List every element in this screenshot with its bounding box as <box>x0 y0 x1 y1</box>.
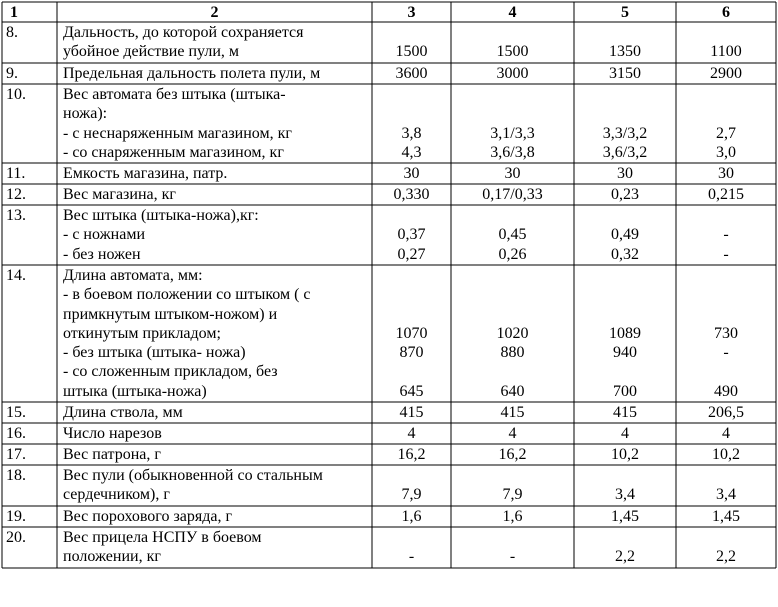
header-cell-2: 2 <box>210 3 219 21</box>
row-label: - с ножнами <box>63 226 145 244</box>
value-cell: 1100 <box>710 43 742 61</box>
value-cell: 1,45 <box>611 508 639 525</box>
row-label: - с неснаряженным магазином, кг <box>63 124 292 142</box>
value-cell: 2,7 <box>716 124 736 142</box>
row-number: 14. <box>6 267 26 284</box>
value-cell: 3,3/3,2 <box>602 124 648 142</box>
value-cell: 3,6/3,2 <box>602 143 648 161</box>
row-number: 15. <box>6 404 26 421</box>
value-cell: 30 <box>403 165 420 182</box>
value-cell: 1089 <box>609 324 641 342</box>
row-label: Вес магазина, кг <box>63 186 176 203</box>
value-cell: 3150 <box>609 65 641 82</box>
value-cell: - <box>723 344 729 361</box>
value-cell: 3,6/3,8 <box>490 143 535 161</box>
value-cell: 700 <box>613 382 637 400</box>
value-cell: 1500 <box>395 43 428 61</box>
value-cell: 880 <box>500 344 525 361</box>
row-label: Вес порохового заряда, г <box>63 508 233 525</box>
value-cell: 30 <box>504 165 521 182</box>
row-number: 18. <box>6 467 26 484</box>
value-cell: 2,2 <box>615 548 635 566</box>
value-cell: 3,0 <box>716 143 736 161</box>
value-cell: 640 <box>500 382 525 400</box>
value-cell: 3,4 <box>615 486 635 504</box>
value-cell: 16,2 <box>498 446 527 463</box>
value-cell: 870 <box>399 344 424 361</box>
value-cell: 4,3 <box>401 143 422 161</box>
row-label: Вес патрона, г <box>63 446 161 463</box>
value-cell: 1020 <box>496 324 529 342</box>
row-label: примкнутым штыком-ножом) и <box>63 305 278 323</box>
value-cell: 7,9 <box>502 486 523 504</box>
value-cell: 2900 <box>710 65 742 82</box>
value-cell: - <box>723 226 729 244</box>
value-cell: 0,32 <box>611 245 639 263</box>
value-cell: 730 <box>714 324 738 342</box>
value-cell: 0,26 <box>498 245 527 263</box>
value-cell: 0,45 <box>498 226 527 244</box>
row-label: Вес автомата без штыка (штыка- <box>63 86 286 103</box>
value-cell: 3,1/3,3 <box>490 124 535 142</box>
value-cell: 0,37 <box>397 226 426 244</box>
row-number: 8. <box>6 24 18 41</box>
row-number: 9. <box>6 65 18 82</box>
value-cell: 10,2 <box>611 446 639 463</box>
value-cell: 4 <box>621 425 629 442</box>
value-cell: 30 <box>718 165 734 182</box>
value-cell: 7,9 <box>401 486 422 504</box>
row-number: 10. <box>6 86 26 103</box>
row-label: Дальность, до которой сохраняется <box>63 24 304 41</box>
value-cell: 1070 <box>395 324 428 342</box>
row-label: - со снаряженным магазином, кг <box>63 143 284 161</box>
value-cell: 1,45 <box>712 508 740 525</box>
header-cell-3: 3 <box>407 3 416 21</box>
value-cell: 1500 <box>496 43 529 61</box>
row-label: Число нарезов <box>63 425 162 442</box>
row-label: Вес прицела НСПУ в боевом <box>63 529 262 546</box>
row-label: - без штыка (штыка- ножа) <box>63 344 246 361</box>
value-cell: 1350 <box>609 43 641 61</box>
value-cell: 0,17/0,33 <box>482 186 543 203</box>
row-label: ножа): <box>63 105 108 123</box>
value-cell: 0,215 <box>708 186 744 203</box>
value-cell: 940 <box>613 344 637 361</box>
value-cell: 645 <box>399 382 424 400</box>
value-cell: 0,49 <box>611 226 639 244</box>
row-label: сердечником), г <box>63 486 170 504</box>
row-label: Длина автомата, мм: <box>63 267 203 284</box>
value-cell: 490 <box>714 382 738 400</box>
value-cell: 3,4 <box>716 486 736 504</box>
row-label: Емкость магазина, патр. <box>63 165 228 182</box>
value-cell: 415 <box>399 404 424 421</box>
row-number: 11. <box>6 165 26 182</box>
row-number: 12. <box>6 186 26 203</box>
value-cell: 1,6 <box>401 508 422 525</box>
row-number: 16. <box>6 425 26 442</box>
value-cell: 10,2 <box>712 446 740 463</box>
value-cell: 0,27 <box>397 245 426 263</box>
row-number: 13. <box>6 207 26 224</box>
value-cell: 1,6 <box>502 508 523 525</box>
value-cell: 2,2 <box>716 548 736 566</box>
header-cell-6: 6 <box>722 3 730 21</box>
value-cell: 30 <box>617 165 633 182</box>
value-cell: 16,2 <box>397 446 426 463</box>
value-cell: 206,5 <box>708 404 744 421</box>
value-cell: 415 <box>613 404 637 421</box>
row-label: Вес пули (обыкновенной со стальным <box>63 467 323 484</box>
value-cell: 415 <box>500 404 525 421</box>
value-cell: 4 <box>407 425 416 442</box>
value-cell: 4 <box>722 425 730 442</box>
row-label: штыка (штыка-ножа) <box>63 382 207 400</box>
row-label: положении, кг <box>63 548 161 566</box>
value-cell: - <box>509 548 516 566</box>
header-cell-1: 1 <box>10 3 18 21</box>
value-cell: 3600 <box>395 65 428 82</box>
value-cell: 0,23 <box>611 186 639 203</box>
value-cell: 3,8 <box>401 124 422 142</box>
header-cell-4: 4 <box>508 3 517 21</box>
row-label: Вес штыка (штыка-ножа),кг: <box>63 207 259 224</box>
row-number: 17. <box>6 446 26 463</box>
row-label: - со сложенным прикладом, без <box>63 363 278 381</box>
row-number: 19. <box>6 508 26 525</box>
row-label: Предельная дальность полета пули, м <box>63 65 321 82</box>
value-cell: 4 <box>508 425 517 442</box>
value-cell: 0,330 <box>393 186 430 203</box>
row-label: откинутым прикладом; <box>63 324 221 342</box>
row-label: - без ножен <box>63 245 141 263</box>
row-label: Длина ствола, мм <box>63 404 183 421</box>
value-cell: 3000 <box>496 65 529 82</box>
row-label: убойное действие пули, м <box>63 43 239 61</box>
row-number: 20. <box>6 529 26 546</box>
value-cell: - <box>408 548 415 566</box>
value-cell: - <box>723 245 729 263</box>
header-cell-5: 5 <box>621 3 629 21</box>
row-label: - в боевом положении со штыком ( с <box>63 286 311 304</box>
